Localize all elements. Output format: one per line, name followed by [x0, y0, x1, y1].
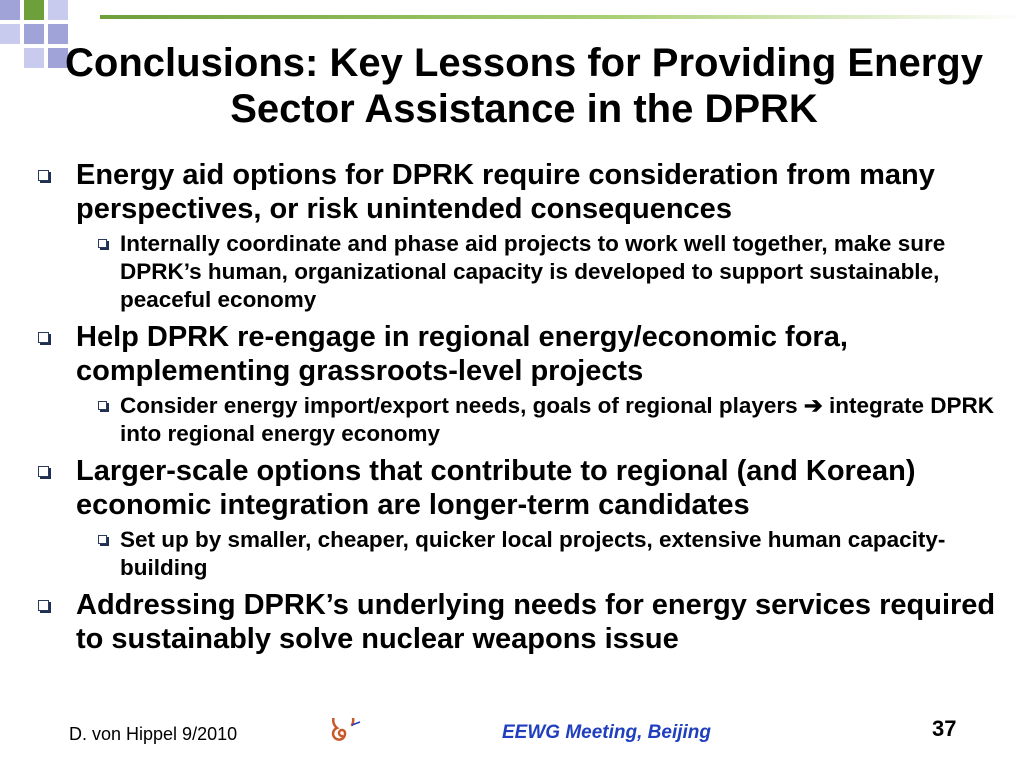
square-bullet-icon: [98, 239, 107, 248]
top-rule: [100, 15, 1024, 19]
bullet-list: [38, 158, 998, 660]
sub-bullet-text: Consider energy import/export needs, goals of regional players ➔ integrate DPRK into regional energy economy: [120, 393, 995, 446]
bullet-item: [38, 454, 998, 522]
square-bullet-icon: [98, 535, 107, 544]
bullet-text: Energy aid options for DPRK require consideration from many perspectives, or risk unintended consequences: [76, 159, 935, 225]
bullet-text: Addressing DPRK’s underlying needs for energy services required to sustainably solve nuclear weapons issue: [76, 589, 996, 655]
sub-bullet-item: [38, 392, 998, 448]
square-bullet-icon: [38, 600, 49, 611]
square-bullet-icon: [98, 401, 107, 410]
square-bullet-icon: [38, 170, 49, 181]
sub-bullet-text: Internally coordinate and phase aid projects to work well together, make sure DPRK’s human, organizational capacity is developed to support sustainable, peaceful economy: [120, 231, 946, 312]
bullet-item: [38, 320, 998, 388]
spiral-logo-icon: [322, 718, 362, 754]
slide-number: 37: [932, 716, 957, 741]
slide-title: Conclusions: Key Lessons for Providing Energy Sector Assistance in the DPRK: [65, 41, 983, 131]
footer-author: D. von Hippel 9/2010: [69, 724, 238, 744]
bullet-item: [38, 158, 998, 226]
bullet-text: Help DPRK re-engage in regional energy/economic fora, complementing grassroots-level projects: [76, 321, 848, 387]
sub-bullet-text: Set up by smaller, cheaper, quicker local projects, extensive human capacity-building: [120, 527, 946, 580]
sub-bullet-item: [38, 230, 998, 314]
footer-event: EEWG Meeting, Beijing: [502, 722, 712, 743]
square-bullet-icon: [38, 466, 49, 477]
sub-bullet-item: [38, 526, 998, 582]
bullet-text: Larger-scale options that contribute to regional (and Korean) economic integration are longer-term candidates: [76, 455, 916, 521]
bullet-item: [38, 588, 998, 656]
square-bullet-icon: [38, 332, 49, 343]
